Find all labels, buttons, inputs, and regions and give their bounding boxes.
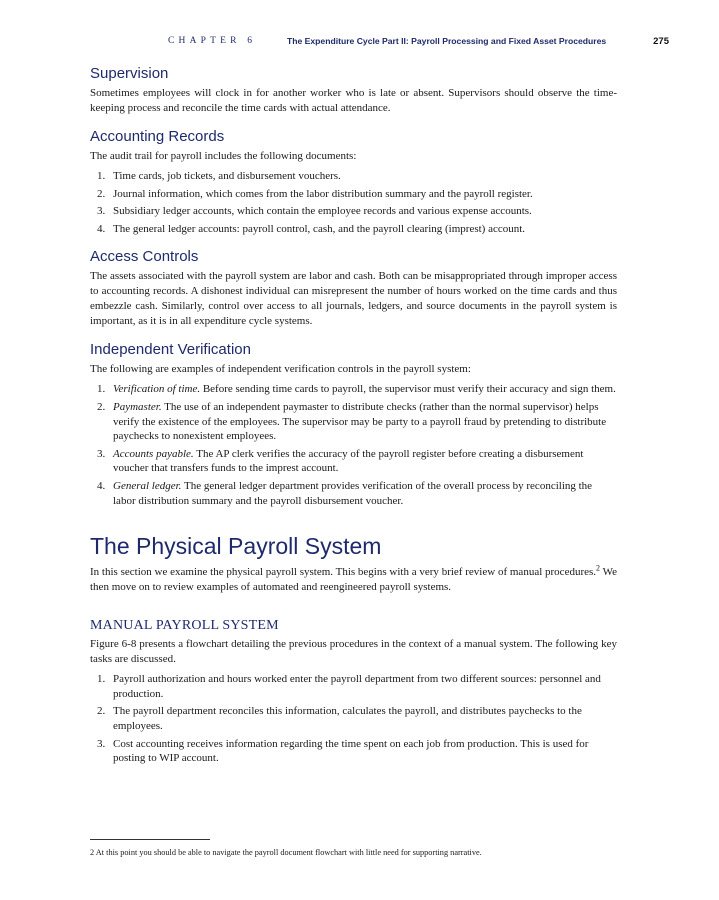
physical-payroll-text-before: In this section we examine the physical payroll system. This begins with a very brief review of manual procedures. <box>90 566 597 579</box>
list-item <box>90 382 617 397</box>
section-supervision <box>90 64 617 116</box>
footnote-divider <box>90 839 210 840</box>
list-text: Before sending time cards to payroll, the supervisor must verify their accuracy and sign them. <box>202 383 616 396</box>
independent-verification-intro: The following are examples of independent verification controls in the payroll system: <box>90 363 471 376</box>
list-number: 4. <box>97 222 106 235</box>
chapter-title: The Expenditure Cycle Part II: Payroll Processing and Fixed Asset Procedures <box>287 36 607 46</box>
accounting-records-list <box>90 169 617 236</box>
list-number: 3. <box>97 737 106 750</box>
list-item <box>90 222 617 237</box>
section-physical-payroll <box>90 532 617 595</box>
list-term: Verification of time. <box>113 383 201 396</box>
footnote-reference: 2 <box>596 563 601 573</box>
list-text: The general ledger accounts: payroll control, cash, and the payroll clearing (imprest) account. <box>113 222 526 235</box>
section-manual-payroll <box>90 617 617 766</box>
list-text: The AP clerk verifies the accuracy of the payroll register before creating a disbursement voucher that transfers funds to the imprest account. <box>113 447 584 475</box>
list-item <box>90 737 617 766</box>
list-number: 4. <box>97 479 106 492</box>
list-text: The payroll department reconciles this information, calculates the payroll, and distributes paychecks to the employees. <box>113 705 582 732</box>
list-number: 2. <box>97 400 106 413</box>
section-accounting-records <box>90 127 617 236</box>
independent-verification-list <box>90 382 617 508</box>
page-body <box>90 64 617 777</box>
footnote-text: At this point you should be able to navigate the payroll document flowchart with little need for supporting narrative. <box>95 848 482 857</box>
list-number: 2. <box>97 705 106 718</box>
list-text: The use of an independent paymaster to distribute checks (rather than the normal supervisor) helps verify the existence of the employees. The supervisor may be party to a payroll fraud by pretending to distribute paychecks to nonexistent employees. <box>113 400 607 443</box>
manual-payroll-list <box>90 672 617 766</box>
supervision-heading: Supervision <box>90 65 169 82</box>
list-text: Journal information, which comes from the labor distribution summary and the payroll register. <box>113 187 533 200</box>
access-controls-heading: Access Controls <box>90 248 199 266</box>
physical-payroll-paragraph <box>90 565 617 595</box>
accounting-records-intro: The audit trail for payroll includes the following documents: <box>90 150 357 162</box>
list-text: Subsidiary ledger accounts, which contain the employee records and various expense accounts. <box>113 205 532 218</box>
accounting-records-heading: Accounting Records <box>90 128 225 145</box>
list-number: 3. <box>97 205 106 218</box>
footnote-number: 2 <box>90 848 95 857</box>
manual-payroll-intro: Figure 6-8 presents a flowchart detailing the previous procedures in the context of a manual system. The following key tasks are discussed. <box>90 638 617 666</box>
footnote <box>90 847 650 858</box>
running-head <box>168 36 669 50</box>
list-item <box>90 169 617 184</box>
list-term: Accounts payable. <box>113 447 194 460</box>
list-text: Cost accounting receives information regarding the time spent on each job from production. This is used for posting to WIP account. <box>113 737 589 765</box>
access-controls-paragraph: The assets associated with the payroll system are labor and cash. Both can be misappropriated through improper access to accounting records. A dishonest individual can misrepresent the number of hours worked on the time cards and thus embezzle cash. Similarly, control over access to all journals, ledgers, and source documents in the payroll system is important, as it is in all expenditure cycle systems. <box>90 270 617 328</box>
independent-verification-heading: Independent Verification <box>90 341 251 359</box>
supervision-paragraph: Sometimes employees will clock in for another worker who is late or absent. Supervisors should observe the time-keeping process and reconcile the time cards with actual attendance. <box>90 87 617 114</box>
page-number: 275 <box>653 36 669 47</box>
list-text: Time cards, job tickets, and disbursement vouchers. <box>113 170 341 182</box>
list-text: Payroll authorization and hours worked enter the payroll department from two different sources: personnel and production. <box>113 673 601 700</box>
list-number: 1. <box>97 383 106 396</box>
list-item <box>90 704 617 733</box>
list-number: 1. <box>97 673 106 686</box>
section-access-controls <box>90 247 617 329</box>
list-item <box>90 672 617 701</box>
list-number: 3. <box>97 447 106 460</box>
list-number: 1. <box>97 170 106 182</box>
list-text: The general ledger department provides verification of the overall process by reconciling the labor distribution summary and the payroll disbursement voucher. <box>113 479 593 507</box>
list-term: General ledger. <box>113 479 182 492</box>
list-item <box>90 187 617 202</box>
list-number: 2. <box>97 187 106 200</box>
manual-payroll-heading: MANUAL PAYROLL SYSTEM <box>90 618 279 634</box>
list-item <box>90 400 617 444</box>
physical-payroll-text-after: We then move on to review examples of automated and reengineered payroll systems. <box>90 566 617 594</box>
list-term: Paymaster. <box>113 400 162 413</box>
section-independent-verification <box>90 340 617 508</box>
list-item <box>90 479 617 508</box>
list-item <box>90 204 617 219</box>
list-item <box>90 447 617 476</box>
physical-payroll-heading: The Physical Payroll System <box>90 533 382 560</box>
chapter-label: CHAPTER 6 <box>168 36 257 46</box>
